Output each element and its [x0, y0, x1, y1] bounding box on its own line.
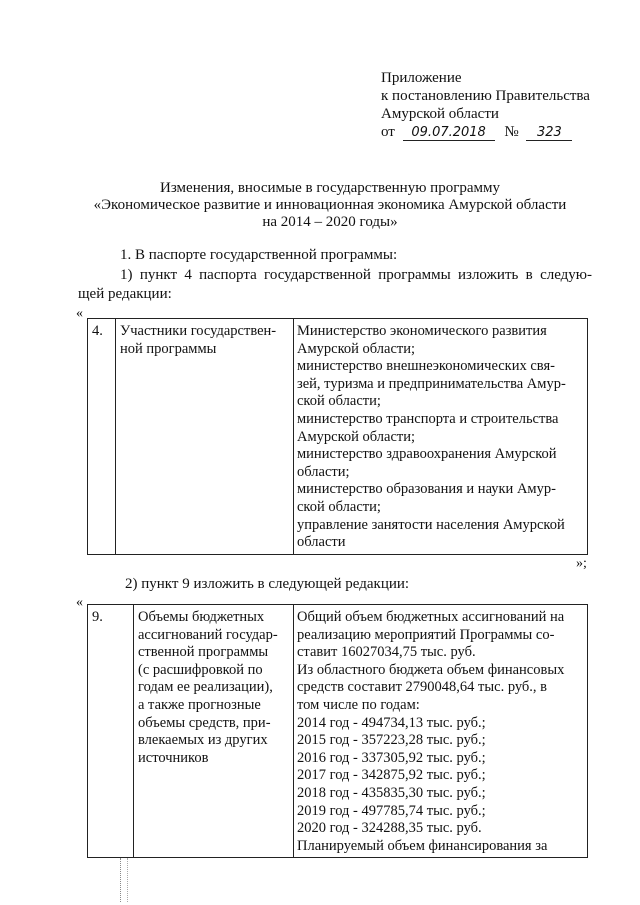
value-line: министерство образования и науки Амур- [297, 481, 556, 498]
value-line: области; [297, 463, 350, 480]
value-line: ставит 16027034,75 тыс. руб. [297, 644, 476, 661]
row-number: 9. [88, 605, 134, 858]
table-row [88, 319, 588, 555]
value-line: министерство внешнеэкономических свя- [297, 358, 555, 375]
item2-text: 2) пункт 9 изложить в следующей редакции: [125, 576, 410, 592]
value-line: Из областного бюджета объем финансовых [297, 661, 565, 678]
title-line-3: на 2014 – 2020 годы» [262, 214, 398, 230]
appendix-date-line [381, 123, 590, 141]
value-line: 2019 год - 497785,74 тыс. руб.; [297, 802, 486, 819]
item1-line-2: щей редакции: [78, 286, 172, 302]
value-line: зей, туризма и предпринимательства Амур- [297, 375, 566, 392]
title-line-1: Изменения, вносимые в государственную программу [160, 180, 500, 196]
row-number: 4. [88, 319, 116, 555]
table1-close-quote: »; [576, 556, 587, 571]
value-line: том числе по годам: [297, 696, 420, 713]
table1-open-quote: « [76, 306, 83, 321]
label-line: ной программы [120, 340, 217, 357]
date-prefix: от [381, 124, 395, 140]
value-line: 2018 год - 435835,30 тыс. руб.; [297, 784, 486, 801]
value-line: ской области; [297, 393, 381, 410]
value-line: 2016 год - 337305,92 тыс. руб.; [297, 749, 486, 766]
value-line: средств составит 2790048,64 тыс. руб., в [297, 679, 548, 696]
section1-heading: 1. В паспорте государственной программы: [120, 247, 398, 263]
table2-open-quote: « [76, 595, 83, 610]
label-line: годам ее реализации), [138, 679, 273, 696]
label-line: Объемы бюджетных [138, 609, 265, 625]
value-line: управление занятости населения Амурской [297, 516, 565, 533]
value-line: Амурской области; [297, 340, 416, 357]
value-line: Амурской области; [297, 428, 416, 445]
value-line: 2014 год - 494734,13 тыс. руб.; [297, 714, 486, 731]
row-label [116, 319, 294, 555]
handwritten-number: 323 [526, 125, 572, 141]
value-line: 2020 год - 324288,35 тыс. руб. [297, 820, 482, 837]
value-line: области [297, 534, 346, 551]
value-line: Планируемый объем финансирования за [297, 837, 548, 854]
value-line: Министерство экономического развития [297, 323, 547, 339]
appendix-region: Амурской области [381, 106, 499, 122]
value-line: 2015 год - 357223,28 тыс. руб.; [297, 732, 486, 749]
handwritten-date: 09.07.2018 [403, 125, 495, 141]
label-line: влекаемых из других [138, 732, 268, 749]
number-sign: № [504, 124, 519, 140]
table-row [88, 605, 588, 858]
label-line: а также прогнозные [138, 696, 261, 713]
value-line: министерство транспорта и строительства [297, 410, 559, 427]
value-line: реализацию мероприятий Программы со- [297, 626, 555, 643]
row-label [134, 605, 294, 858]
appendix-decree: к постановлению Правительства [381, 88, 590, 104]
scan-artifact-mark [120, 858, 128, 902]
label-line: (с расшифровкой по [138, 661, 263, 678]
row-value [294, 605, 588, 858]
value-line: Общий объем бюджетных ассигнований на [297, 609, 565, 625]
value-line: ской области; [297, 498, 381, 515]
label-line: объемы средств, при- [138, 714, 271, 731]
appendix-block [381, 69, 590, 141]
row-value [294, 319, 588, 555]
label-line: ственной программы [138, 644, 269, 661]
value-line: министерство здравоохранения Амурской [297, 446, 557, 463]
appendix-title: Приложение [381, 70, 462, 86]
value-line: 2017 год - 342875,92 тыс. руб.; [297, 767, 486, 784]
item1-line-1: 1) пункт 4 паспорта государственной программы изложить в следую- [120, 267, 592, 283]
label-line: Участники государствен- [120, 323, 277, 339]
document-title [70, 180, 590, 231]
passport-table-item-4 [87, 318, 588, 555]
label-line: источников [138, 749, 209, 766]
label-line: ассигнований государ- [138, 626, 278, 643]
passport-table-item-9 [87, 604, 588, 858]
title-line-2: «Экономическое развитие и инновационная экономика Амурской области [93, 197, 567, 213]
